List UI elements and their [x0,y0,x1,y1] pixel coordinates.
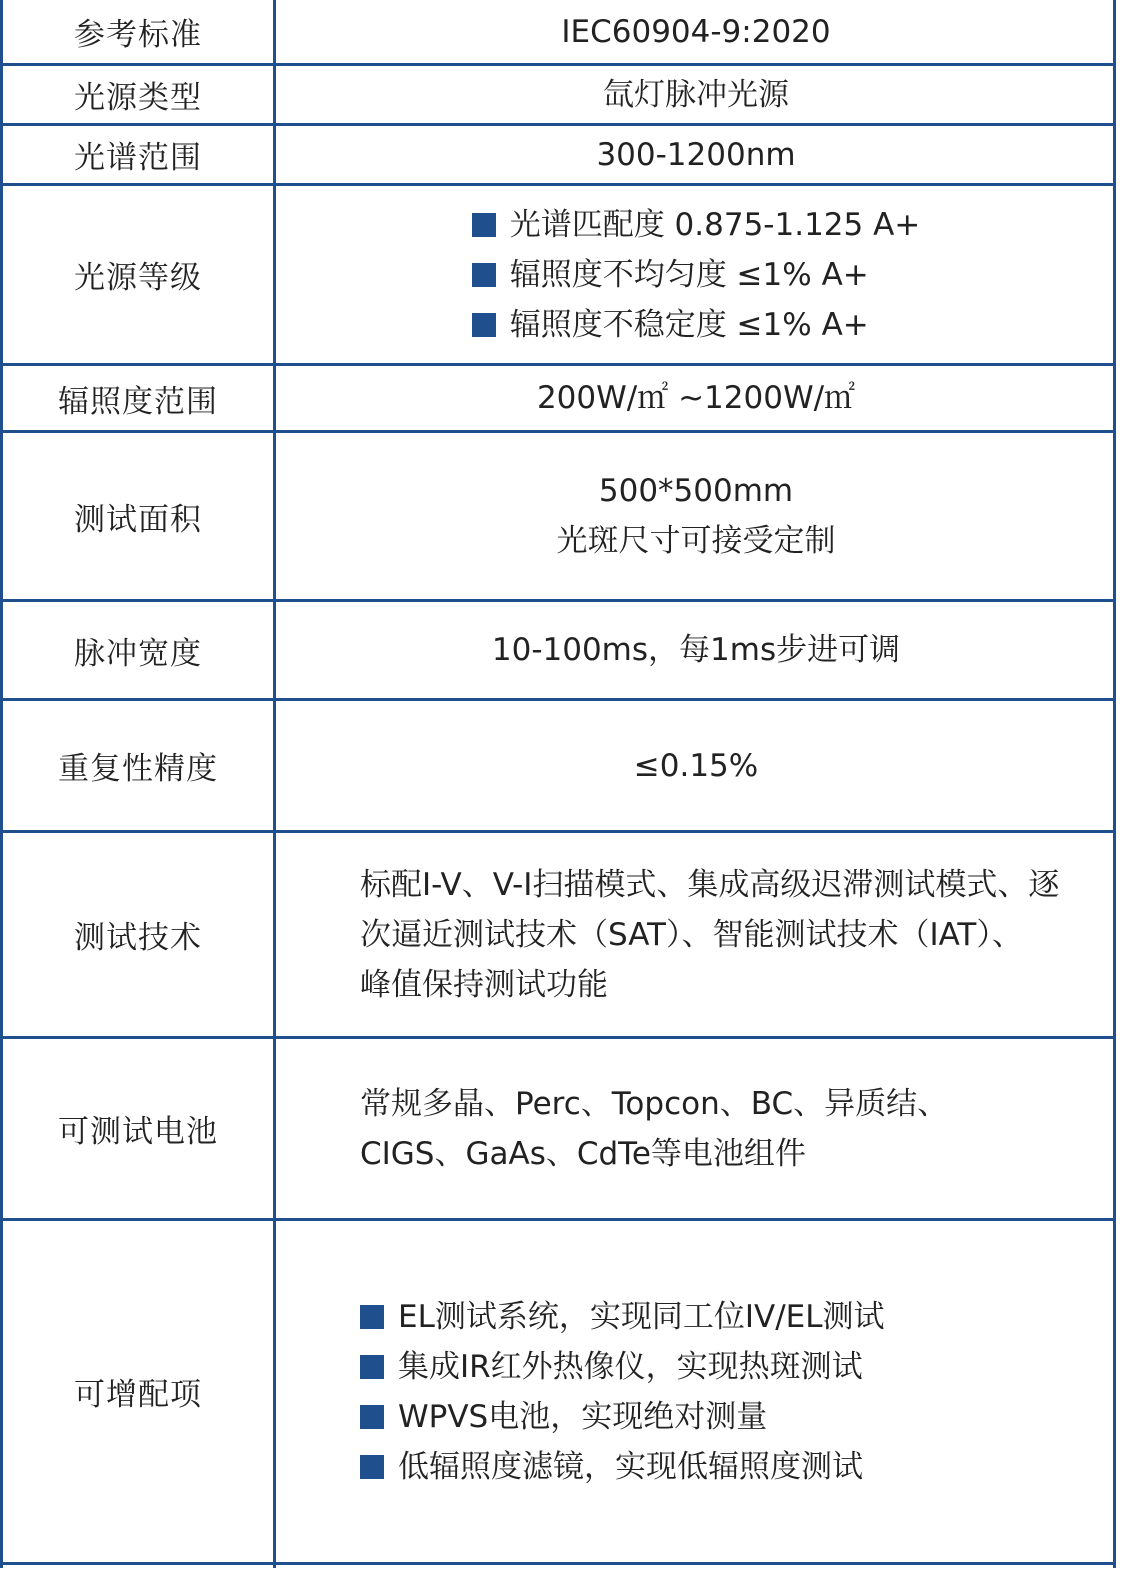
bullet-list [472,200,921,350]
row-value [276,602,1116,698]
table-row [0,701,1116,830]
value-text: ≤0.15% [633,747,759,784]
row-label: 测试技术 [74,920,202,956]
value-text: 次逼近测试技术（SAT）、智能测试技术（IAT）、 [360,916,1023,953]
table-row [0,602,1116,698]
row-label: 辐照度范围 [58,383,218,420]
list-item [360,1392,885,1442]
table-row [0,66,1116,123]
filled-square-bullet-icon [472,213,496,237]
list-item [472,250,921,300]
table-row [0,1039,1116,1218]
row-label: 测试面积 [74,501,202,538]
filled-square-bullet-icon [360,1305,384,1329]
table-row [0,186,1116,363]
filled-square-bullet-icon [472,263,496,287]
table-row [0,0,1116,63]
row-value [276,126,1116,183]
value-text: 氙灯脉冲光源 [603,76,789,113]
row-value [276,0,1116,63]
value-text: CIGS、GaAs、CdTe等电池组件 [360,1135,806,1172]
list-item [360,1442,885,1492]
row-value [276,366,1116,430]
row-label: 可测试电池 [58,1114,218,1150]
list-item-text: 辐照度不均匀度 ≤1% A+ [509,256,869,293]
list-item-text: EL测试系统，实现同工位IV/EL测试 [398,1298,885,1335]
row-label: 重复性精度 [58,751,218,787]
filled-square-bullet-icon [360,1405,384,1429]
list-item-text: 光谱匹配度 0.875-1.125 A+ [509,206,921,243]
list-item [472,300,921,350]
value-text: 500*500mm [598,473,794,509]
row-value [276,66,1116,123]
table-border-bottom [0,1562,1116,1565]
value-text: 200W/㎡ ~1200W/㎡ [536,380,856,416]
row-value [276,1039,1116,1218]
row-value [276,186,1116,363]
list-item [472,200,921,250]
value-text: 常规多晶、Perc、Topcon、BC、异质结、 [360,1085,949,1122]
value-text: 10-100ms，每1ms步进可调 [491,632,901,668]
list-item-text: WPVS电池，实现绝对测量 [398,1398,768,1435]
row-value [276,433,1116,599]
table-row [0,1221,1116,1562]
table-row [0,833,1116,1036]
row-label: 光源等级 [74,260,202,296]
row-label: 光谱范围 [74,140,202,176]
bullet-list [360,1292,885,1492]
value-text: 光斑尺寸可接受定制 [556,523,836,559]
list-item-text: 集成IR红外热像仪，实现热斑测试 [398,1348,863,1385]
value-text: 标配I-V、V-I扫描模式、集成高级迟滞测试模式、逐 [360,866,1060,903]
value-text: 300-1200nm [596,136,796,173]
row-label: 脉冲宽度 [74,635,202,672]
table-row [0,366,1116,430]
row-value [276,701,1116,830]
list-item [360,1292,885,1342]
list-item [360,1342,885,1392]
value-text: 峰值保持测试功能 [360,966,608,1003]
filled-square-bullet-icon [360,1355,384,1379]
table-row [0,433,1116,599]
value-text: IEC60904-9:2020 [561,13,831,50]
row-value [276,833,1116,1036]
table-row [0,126,1116,183]
list-item-text: 辐照度不稳定度 ≤1% A+ [509,306,869,343]
filled-square-bullet-icon [360,1455,384,1479]
row-label: 可增配项 [74,1377,202,1413]
filled-square-bullet-icon [472,313,496,337]
row-value [276,1221,1116,1562]
list-item-text: 低辐照度滤镜，实现低辐照度测试 [398,1448,863,1485]
row-label: 参考标准 [74,17,202,53]
row-label: 光源类型 [74,80,202,116]
